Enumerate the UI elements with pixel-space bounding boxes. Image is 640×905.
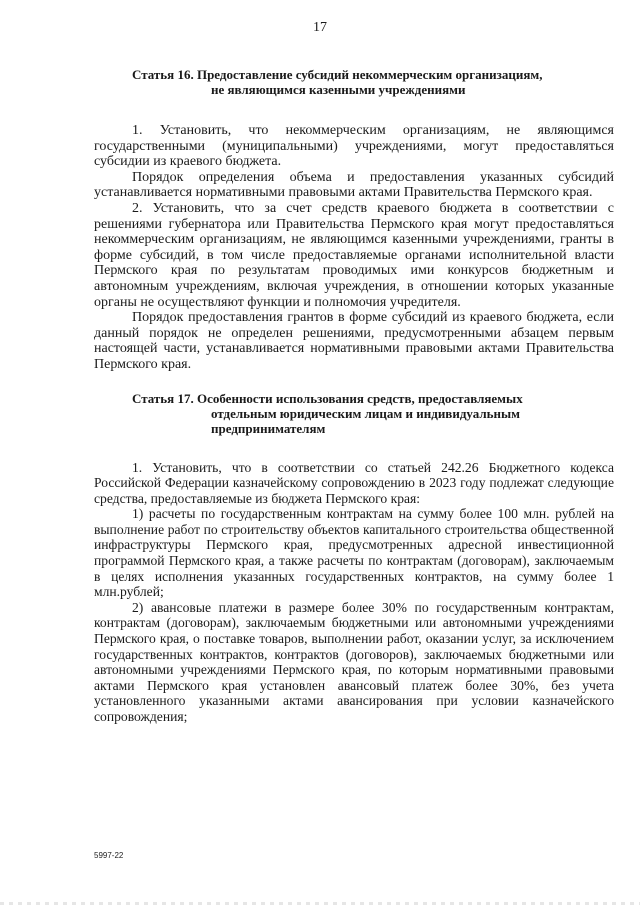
article-16-title-line-2: не являющимся казенными учреждениями (211, 82, 466, 97)
article-16-paragraph-3: 2. Установить, что за счет средств краевого бюджета в соответствии с решениями губернатора или Правительства Пермского края могут предоставляться некоммерческим организациям, не являющимся казенными учреждениями, гранты в форме субсидий, в том числе предоставляемые органами исполнительной власти Пермского края по результатам проводимых ими конкурсов бюджетным и автономным учреждениям, включая учреждения, в отношении которых указанные органы не осуществляют функции и полномочия учредителя. (94, 200, 614, 310)
article-16-paragraph-2: Порядок определения объема и предоставления указанных субсидий устанавливается нормативными правовыми актами Правительства Пермского края. (94, 169, 614, 201)
article-17-item-2: 2) авансовые платежи в размере более 30% по государственным контрактам, контрактам (договорам), заключаемым бюджетными или автономными учреждениями Пермского края, о поставке товаров, выполнении работ, оказании услуг, за исключением государственных контрактов, контрактов (договоров), заключаемых бюджетными или автономными учреждениями Пермского края, по которым нормативными правовыми актами Пермского края установлен авансовый платеж более 30%, без учета установленного указанными актами авансирования при условии казначейского сопровождения; (94, 599, 614, 724)
article-16-heading (132, 67, 614, 97)
article-16-paragraph-4: Порядок предоставления грантов в форме субсидий из краевого бюджета, если данный порядок не определен решениями, предусмотренными абзацем первым настоящей части, устанавливается нормативными правовыми актами Правительства Пермского края. (94, 310, 614, 372)
article-17-paragraph-1: 1. Установить, что в соответствии со статьей 242.26 Бюджетного кодекса Российской Федерации казначейскому сопровождению в 2023 году подлежат следующие средства, предоставляемые из бюджета Пермского края: (94, 459, 614, 506)
article-16-title-line-1: Статья 16. Предоставление субсидий некоммерческим организациям, (132, 67, 543, 82)
article-17-heading (132, 391, 614, 436)
article-17-title-line-3: предпринимателям (211, 420, 326, 436)
page-content (94, 67, 614, 725)
article-16-paragraph-1: 1. Установить, что некоммерческим организациям, не являющимся государственными (муниципальными) учреждениями, могут предоставляться субсидии из краевого бюджета. (94, 123, 614, 170)
article-17-item-1: 1) расчеты по государственным контрактам на сумму более 100 млн. рублей на выполнение работ по строительству объектов капитального строительства общественной инфраструктуры Пермского края, предусмотренных адресной инвестиционной программой Пермского края, а также расчеты по контрактам (договорам), заключаемым в целях исполнения указанных государственных контрактов, на сумму более 1 млн.рублей; (94, 506, 614, 600)
article-17-title-line-2: отдельным юридическим лицам и индивидуальным (211, 405, 520, 421)
document-code: 5997-22 (94, 851, 124, 860)
article-17-title-line-1: Статья 17. Особенности использования средств, предоставляемых (132, 390, 523, 406)
page-number: 17 (313, 20, 327, 35)
